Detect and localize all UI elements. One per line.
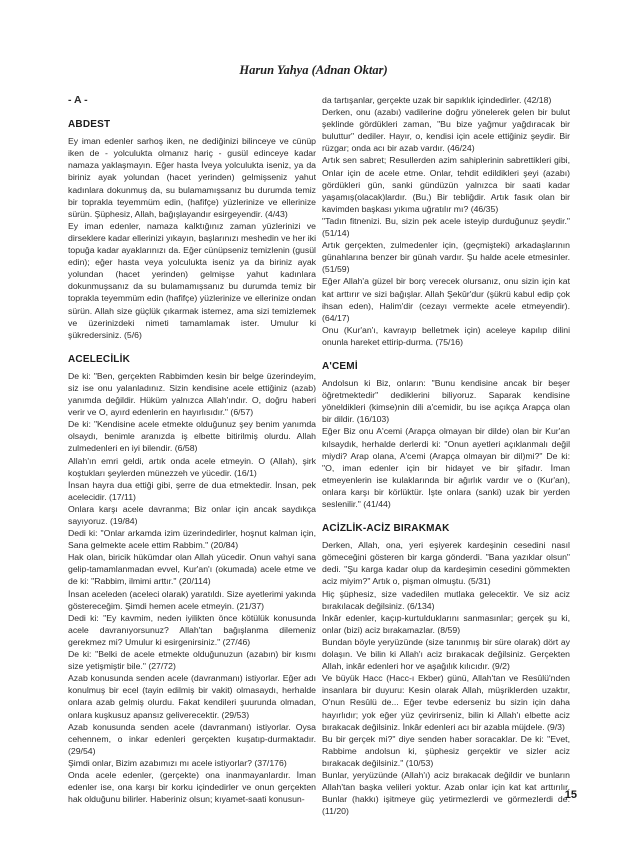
right-column bbox=[322, 94, 570, 817]
paragraph: De ki: "Ben, gerçekten Rabbimden kesin bir belge üzerindeyim, siz ise onu yalanladınız. Sizin kendisine acele ettiğiniz (azab) yanımda değildir. Hüküm yalnızca Allah'ındır. O, doğru haberi verir ve O, ayırd edenlerin en hayırlısıdır." (6/57) bbox=[68, 370, 316, 418]
letter-marker: - A - bbox=[68, 94, 88, 106]
paragraph: Dedi ki: "Onlar arkamda izim üzerindedirler, hoşnut kalman için, Sana gelmekte acele ettim Rabbim." (20/84) bbox=[68, 528, 316, 551]
paragraph: Hak olan, biricik hükümdar olan Allah yücedir. Onun vahyi sana gelip-tamamlanmadan evvel, Kur'an'ı (okumada) acele etme ve de ki: "Rabbim, ilmimi arttır." (20/114) bbox=[68, 552, 316, 587]
section-heading: ACELECİLİK bbox=[68, 353, 130, 365]
paragraph: Derken, Allah, ona, yeri eşiyerek kardeşinin cesedini nasıl gömeceğini gösteren bir karga gönderdi. "Bana yazıklar olsun" dedi. "Şu karga kadar olup da kardeşimin cesedini gömmekten aciz miyim?" Artık o, pişman olmuştu. (5/31) bbox=[322, 540, 570, 587]
running-header-author: Harun Yahya (Adnan Oktar) bbox=[239, 63, 388, 77]
paragraph: İnsan hayra dua ettiği gibi, şerre de dua etmektedir. İnsan, pek acelecidir. (17/11) bbox=[68, 479, 316, 502]
paragraph: da tartışanlar, gerçekte uzak bir sapıklık içindedirler. (42/18) bbox=[322, 95, 552, 105]
paragraph: Andolsun ki Biz, onların: "Bunu kendisine ancak bir beşer öğretmektedir" dediklerini biliyoruz. Saparak kendisine yöneldikleri (kimse)nin dili a'cemidir, bu ise açıkça Arapça olan bir dildir. (16/103) bbox=[322, 378, 570, 425]
left-column bbox=[68, 94, 316, 817]
paragraph: Eğer Biz onu A'cemi (Arapça olmayan bir dilde) olan bir Kur'an kılsaydık, herhalde derlerdi ki: "Onun ayetleri açıklanmalı değil miydi? Arap olana, A'cemi (Arapça olmayan bir dil)mi?" De ki: "O, iman edenler için bir hidayet ve bir şifadır. İman etmeyenlerin ise kulaklarında bir ağırlık vardır ve o (Kur'an), onlara karşı bir körlüktür. İşte onlara (sanki) uzak bir yerden seslenilir." (41/44) bbox=[322, 426, 570, 509]
paragraph: Bundan böyle yeryüzünde (size tanınmış bir süre olarak) dört ay dolaşın. Ve bilin ki Allah'ı aciz bırakacak değilsiniz. Gerçekten Allah, inkâr edenleri hor ve aşağılık kılıcıdır. (9/2) bbox=[322, 636, 570, 672]
paragraph: Allah'ın emri geldi, artık onda acele etmeyin. O (Allah), şirk koştukları şeylerden münezzeh ve yücedir. (16/1) bbox=[68, 455, 316, 478]
paragraph: İnsan aceleden (aceleci olarak) yaratıldı. Size ayetlerimi yakında göstereceğim. Şimdi hemen acele etmeyin. (21/37) bbox=[68, 588, 316, 611]
paragraph: Azab konusunda senden acele (davranmanı) istiyorlar. Eğer adı konulmuş bir ecel (tayin edilmiş bir vakit) olmasaydı, herhalde onlara azab gelmiş olurdu. Fakat kendileri şuurunda olmadan, onlara kuşkusuz apansız geliverecektir. (29/53) bbox=[68, 673, 316, 720]
paragraph: Derken, onu (azabı) vadilerine doğru yönelerek gelen bir bulut şeklinde gördükleri zaman, "Bu bize yağmur yağdıracak bir buluttur" dediler. Hayır, o, kendisi için acele ettiğiniz şeydir. Bir rüzgar; onda acı bir azab vardır. (46/24) bbox=[322, 107, 570, 154]
section-heading: ACİZLİK-ACİZ BIRAKMAK bbox=[322, 523, 450, 535]
paragraph: "Tadın fitnenizi. Bu, sizin pek acele isteyip durduğunuz şeydir." (51/14) bbox=[322, 215, 570, 239]
paragraph: İnkâr edenler, kaçıp-kurtulduklarını sanmasınlar; gerçek şu ki, onlar (bizi) aciz bırakamazlar. (8/59) bbox=[322, 612, 570, 635]
paragraph: Dedi ki: "Ey kavmim, neden iyilikten önce kötülük konusunda acele davranıyorsunuz? Allah'tan bağışlanma dilemeniz gerekmez mi? Umulur ki esirgenirsiniz." (27/46) bbox=[68, 612, 316, 647]
paragraph: Onu (Kur'an'ı, kavrayıp belletmek için) aceleye kapılıp dilini onunla hareket ettirip-durma. (75/16) bbox=[322, 324, 570, 347]
page-number: 15 bbox=[564, 789, 577, 801]
paragraph: Hiç şüphesiz, size vadedilen mutlaka gelecektir. Ve siz aciz bırakılacak değilsiniz. (6/134) bbox=[322, 588, 570, 611]
paragraph: Ey iman edenler, namaza kalktığınız zaman yüzlerinizi ve dirseklere kadar ellerinizi yıkayın, başlarınızı meshedin ve her iki topuğa kadar ayaklarınızı da. Eğer cünüpseniz temizlenin (gusül edin); eğer hasta veya yolculukta iseniz ya da biriniz ayak yolundan (hacet yerinden) gelmişse yahut kadınlara dokunmuşsanız da su bulamamışsanız bu durumda temiz bir toprakla teyemmüm edin (hafifçe) yüzlerinize ve ellerinize ondan sürün. Allah size güçlük çıkarmak istemez, ama sizi temizlemek ve üzerinizdeki nimeti tamamlamak ister. Umulur ki şükredersiniz. (5/6) bbox=[68, 220, 316, 340]
paragraph: Bu bir gerçek mi?" diye senden haber soracaklar. De ki: "Evet, Rabbime andolsun ki, şüphesiz gerçektir ve sizler aciz bırakacak değilsiniz." (10/53) bbox=[322, 733, 570, 768]
paragraph: Ey iman edenler sarhoş iken, ne dediğinizi bilinceye ve cünüp iken de - yolculukta olmanız hariç - gusül edinceye kadar namaza yaklaşmayın. Eğer hasta İveya yolculukta iseniz, ya da biriniz ayak yolundan (hacet yerinden) gelmişseniz yahut kadınlara dokunmuş da, su bulamamışsanız bu durumda temiz bir toprakla teyemmüm edin, (hafifçe) yüzlerinize ve ellerinize sürün. Şüphesiz, Allah, bağışlayandır esirgeyendir. (4/43) bbox=[68, 136, 316, 219]
two-column-text-area bbox=[68, 94, 570, 817]
paragraph: Onda acele edenler, (gerçekte) ona inanmayanlardır. İman edenler ise, ona karşı bir korku içindedirler ve onun gerçekten hak olduğunu bilirler. Haberiniz olsun; kıyamet-saati konusun- bbox=[68, 769, 316, 805]
paragraph: Azab konusunda senden acele (davranmanı) istiyorlar. Oysa cehennem, o inkar edenleri gerçekten kuşatıp-durmaktadır. (29/54) bbox=[68, 721, 316, 756]
paragraph: Şimdi onlar, Bizim azabımızı mı acele istiyorlar? (37/176) bbox=[68, 757, 287, 768]
paragraph: Bunlar, yeryüzünde (Allah'ı) aciz bırakacak değildir ve bunların Allah'tan başka velileri yoktur. Azab onlar için kat kat arttırılır. Bunlar (hakkı) işitmeye güç yetirmezlerdi ve görmezlerdi de. (11/20) bbox=[322, 769, 570, 817]
paragraph: Artık gerçekten, zulmedenler için, (geçmişteki) arkadaşlarının günahlarına benzer bir günah vardır. Şu halde acele etmesinler. (51/59) bbox=[322, 240, 570, 275]
paragraph: De ki: "Kendisine acele etmekte olduğunuz şey benim yanımda olsaydı, benimle aranızda iş elbette bitirilmiş olurdu. Allah zulmedenleri en iyi bilendir. (6/58) bbox=[68, 419, 316, 454]
section-heading: A'CEMİ bbox=[322, 360, 358, 372]
paragraph: Artık sen sabret; Resullerden azim sahiplerinin sabrettikleri gibi, Onlar için de acele etme. Onlar, tehdit edildikleri şeyi (azabı) gördükleri gün, sanki gündüzün yalnızca bir saati kadar yaşamış(olacak)lardır. (Bu,) Bir tebliğdir. Artık fasık olan bir kavimden başkası yıkıma uğratılır mı? (46/35) bbox=[322, 155, 570, 214]
paragraph: De ki: "Belki de acele etmekte olduğunuzun (azabın) bir kısmı size yetişmiştir bile." (27/72) bbox=[68, 649, 316, 672]
paragraph: Eğer Allah'a güzel bir borç verecek olursanız, onu sizin için kat kat arttırır ve sizi bağışlar. Allah Şekûr'dur (şükrü kabul edip çok ihsan eden), Halim'dir (cezayı vermekte acele etmeyendir). (64/17) bbox=[322, 276, 570, 323]
paragraph: Onlara karşı acele davranma; Biz onlar için ancak saydıkça sayıyoruz. (19/84) bbox=[68, 503, 316, 526]
section-heading: ABDEST bbox=[68, 119, 111, 131]
paragraph: Ve büyük Hacc (Hacc-ı Ekber) günü, Allah'tan ve Resûlü'nden insanlara bir duyuru: Kesin olarak Allah, müşriklerden uzaktır, O'nun Resûlü de... Eğer tevbe ederseniz bu sizin için daha hayırlıdır; yok eğer yüz çevirirseniz, bilin ki Allah'ı elbette aciz bırakacak değilsiniz. İnkâr edenleri acı bir azabla müjdele. (9/3) bbox=[322, 673, 570, 732]
